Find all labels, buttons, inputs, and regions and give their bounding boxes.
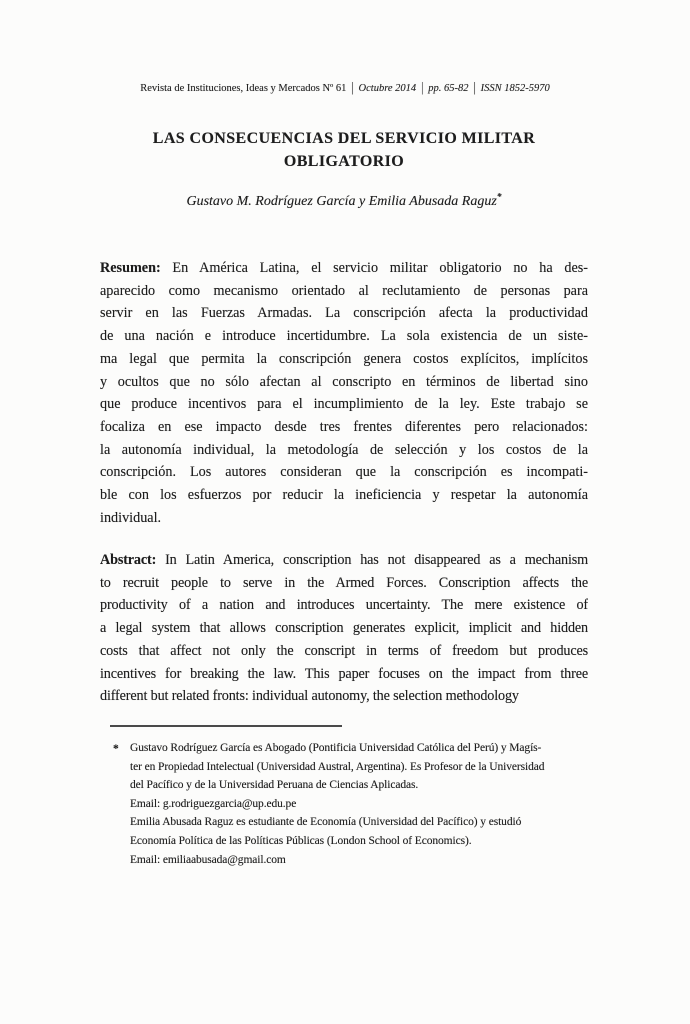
- resumen-first-line: [100, 257, 588, 280]
- abstract-line: to recruit people to serve in the Armed Forces. Conscription affects the: [100, 574, 588, 591]
- issn: ISSN 1852-5970: [480, 83, 550, 94]
- journal-name: Revista de Instituciones, Ideas y Mercados Nº 61: [140, 83, 347, 94]
- abstract-line: productivity of a nation and introduces uncertainty. The mere existence of: [100, 597, 588, 614]
- journal-running-head: [60, 83, 630, 94]
- author-footnote: [113, 739, 590, 869]
- footnote-line: Emilia Abusada Raguz es estudiante de Economía (Universidad del Pacífico) y estudió: [130, 816, 522, 829]
- abstract-label: Abstract:: [100, 552, 157, 568]
- resumen-line: conscripción. Los autores consideran que la conscripción es incompati-: [100, 464, 588, 481]
- authors-names: Gustavo M. Rodríguez García y Emilia Abusada Raguz: [186, 194, 497, 209]
- abstract-first-line-text: In Latin America, conscription has not disappeared as a mechanism: [156, 552, 588, 568]
- footnote-line: ter en Propiedad Intelectual (Universidad Austral, Argentina). Es Profesor de la Universidad: [130, 760, 545, 773]
- footnote-line: Email: emiliaabusada@gmail.com: [130, 853, 286, 866]
- abstract-line: costs that affect not only the conscript in terms of freedom but produces: [100, 642, 588, 659]
- abstract-line: incentives for breaking the law. This paper focuses on the impact from three: [100, 665, 588, 682]
- footnote-marker-ref: *: [496, 192, 502, 203]
- abstract-paragraph: [100, 549, 588, 708]
- resumen-line: individual.: [100, 509, 162, 526]
- resumen-lines: [100, 280, 588, 530]
- abstract-line: different but related fronts: individual autonomy, the selection methodology: [100, 688, 519, 705]
- footnote-marker: *: [113, 743, 119, 755]
- separator: |: [351, 81, 354, 96]
- separator: |: [473, 81, 476, 96]
- title-line-2: OBLIGATORIO: [283, 153, 405, 170]
- authors-line: [100, 194, 588, 210]
- resumen-line: aparecido como mecanismo orientado al reclutamiento de personas para: [100, 282, 588, 299]
- resumen-line: y ocultos que no sólo afectan al conscripto en términos de libertad sino: [100, 373, 588, 390]
- resumen-label: Resumen:: [100, 260, 161, 276]
- title-line-1: LAS CONSECUENCIAS DEL SERVICIO MILITAR: [152, 130, 536, 147]
- footnote-line: Gustavo Rodríguez García es Abogado (Pontificia Universidad Católica del Perú) y Magís-: [130, 742, 542, 754]
- abstract-lines: [100, 572, 588, 708]
- footnote-line: Economía Política de las Políticas Públicas (London School of Economics).: [130, 834, 472, 847]
- resumen-line: ble con los esfuerzos por reducir la ineficiencia y respetar la autonomía: [100, 487, 588, 504]
- abstract-first-line: [100, 549, 588, 572]
- page-range: pp. 65-82: [428, 83, 469, 94]
- issue-date: Octubre 2014: [358, 83, 417, 94]
- resumen-paragraph: [100, 257, 588, 529]
- footnote-separator-rule: [110, 725, 342, 727]
- abstract-line: a legal system that allows conscription generates explicit, implicit and hidden: [100, 620, 588, 637]
- resumen-line: ma legal que permita la conscripción genera costos explícitos, implícitos: [100, 350, 588, 367]
- separator: |: [421, 81, 424, 96]
- footnote-line: del Pacífico y de la Universidad Peruana de Ciencias Aplicadas.: [130, 779, 419, 792]
- resumen-line: focaliza en ese impacto desde tres frentes diferentes pero relacionados:: [100, 418, 588, 435]
- resumen-first-line-text: En América Latina, el servicio militar obligatorio no ha des-: [160, 260, 588, 276]
- article-title: [100, 127, 588, 173]
- footnote-line: Email: g.rodriguezgarcia@up.edu.pe: [130, 797, 297, 810]
- resumen-line: de una nación e introduce incertidumbre. La sola existencia de un siste-: [100, 328, 588, 345]
- footnote-lines: [130, 739, 590, 869]
- resumen-line: que produce incentivos para el incumplimiento de la ley. Este trabajo se: [100, 396, 588, 413]
- resumen-line: la autonomía individual, la metodología de selección y los costos de la: [100, 441, 588, 458]
- resumen-line: servir en las Fuerzas Armadas. La conscripción afecta la productividad: [100, 305, 588, 322]
